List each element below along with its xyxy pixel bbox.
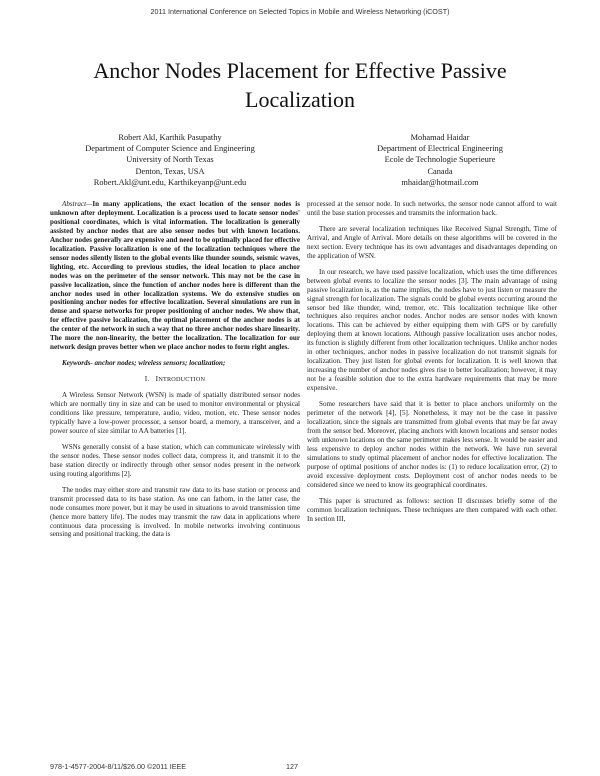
footer-isbn: 978-1-4577-2004-8/11/$26.00 ©2011 IEEE [50,762,187,771]
author-department: Department of Computer Science and Engineering [85,144,255,154]
abstract-lead: Abstract— [62,200,93,208]
body-paragraph: WSNs generally consist of a base station, which can communicate wirelessly with the sensor nodes. These sensor nodes collect data, compress it, and transmit it to the base station directly or indirectly through other sensor nodes present in the network using routing algorithms [2]. [50,442,300,478]
author-names: Robert Akl, Karthik Pasupathy [118,133,222,142]
body-paragraph: The nodes may either store and transmit raw data to its base station or process and transmit processed data to its base station. As one can fathom, in the latter case, the node consumes more power, but it may be used in situations to avoid transmission time (hence more battery life). The nodes may transmit the raw data in applications where continuous data processing is involved. In mobile networks involving continuous sensing and positional tracking, the data is [50,485,300,539]
author-department: Department of Electrical Engineering [377,144,503,154]
author-university: University of North Texas [126,155,214,165]
author-email: mhaidar@hotmail.com [401,177,479,187]
section-title-initial: I [155,374,159,384]
author-location: Canada [427,166,453,176]
body-paragraph: processed at the sensor node. In such networks, the sensor node cannot afford to wait until the base station processes and transmits the information back. [307,200,557,217]
section-heading [50,375,300,385]
body-paragraph: Some researchers have said that it is better to place anchors uniformly on the perimeter of the network [4], [5]. Nonetheless, it may not be the case in passive localization, since the signals are transmitted from global events that may be far away from the sensor bed. Moreover, placing anchors with known locations and sensor nodes with unknown locations on the same perimeter makes less sense. It would be easier and less expensive to deploy anchor nodes within the network. We have run several simulations to study optimal placement of anchor nodes for effective localization. The purpose of optimal positions of anchor nodes is: (1) to reduce localization error, (2) to avoid excessive deployment costs. Deployment cost of anchor nodes needs to be considered since we need to know its geographical coordinates. [307,400,557,489]
body-paragraph: A Wireless Sensor Network (WSN) is made of spatially distributed sensor nodes which are normally tiny in size and can be used to monitor environmental or physical conditions like pressure, temperature, audio, video, motion, etc. These sensor nodes typically have a low-power processor, a sensor board, a memory, a transceiver, and a power source of size similar to AA batteries [1]. [50,391,300,435]
body-paragraph: There are several localization techniques like Received Signal Strength, Time of Arrival, and Angle of Arrival. More details on these algorithms will be covered in the next section. Every technique has its own advantages and disadvantages depending on the application of WSN. [307,224,557,260]
running-header: 2011 International Conference on Selected Topics in Mobile and Wireless Networking (iCOST) [150,7,450,16]
body-paragraph: In our research, we have used passive localization, which uses the time differences between global events to localize the sensor nodes [3]. The main advantage of using passive localization is, as the name implies, the nodes have to just listen or measure the signal strength for localization. The signals could be global events occurring around the sensor bed like thunder, wind, tremor, etc. This localization technique like other techniques also requires anchor nodes. Anchor nodes are sensor nodes with known locations. This can be achieved by either equipping them with GPS or by carefully deploying them at known locations. Although passive localization uses anchor nodes, its function is slightly different from other localization techniques. Unlike anchor nodes in other techniques, anchor nodes in passive localization do not transmit signals for localization. They just listen for global events for localization. It is well known that increasing the number of anchor nodes gives rise to better localization; however, it may not be a feasible solution due to the extra hardware requirements that may be more expensive. [307,267,557,393]
author-names: Mohamad Haidar [410,133,470,142]
author-email: Robert.Akl@unt.edu, Karthikeyanp@unt.edu [93,177,247,187]
abstract [50,200,300,352]
body-paragraph: This paper is structured as follows: section II discusses briefly some of the common localization techniques. These techniques are then compared with each other. In section III, [307,496,557,523]
paper-title: Anchor Nodes Placement for Effective Passive Localization [93,58,507,112]
keywords: Keywords- anchor nodes; wireless sensors; localization; [62,359,226,368]
right-column [307,200,557,530]
author-location: Denton, Texas, USA [135,166,205,176]
section-title-rest: NTRODUCTION [158,376,206,384]
left-column [50,200,300,546]
section-number: I. [144,374,150,384]
author-block-right [320,132,560,188]
abstract-text: In many applications, the exact location of the sensor nodes is unknown after deployment. Localization is a process used to locate sensor nodes' positional coordinates, which is vital information. The localization is generally assisted by anchor nodes that are also sensor nodes but with known locations. Anchor nodes generally are expensive and need to be optimally placed for effective localization. Passive localization is one of the localization techniques where the sensor nodes silently listen to the global events like thunder sounds, seismic waves, lighting, etc. According to previous studies, the ideal location to place anchor nodes was on the perimeter of the sensor network. This may not be the case in passive localization, since the function of anchor nodes here is different than the anchor nodes used in other localization systems. We do extensive studies on positioning anchor nodes for effective localization. Several simulations are run in dense and sparse networks for proper positioning of anchor nodes. We show that, for effective passive localization, the optimal placement of the anchor nodes is at the center of the network in such a way that no three anchor nodes share linearity. The more the non-linearity, the better the localization. The localization for our network design proves better when we place anchor nodes to form right angles. [50,200,300,352]
author-university: Ecole de Technologie Superieure [384,155,496,165]
author-block-left [50,132,290,188]
page-number: 127 [286,762,298,771]
